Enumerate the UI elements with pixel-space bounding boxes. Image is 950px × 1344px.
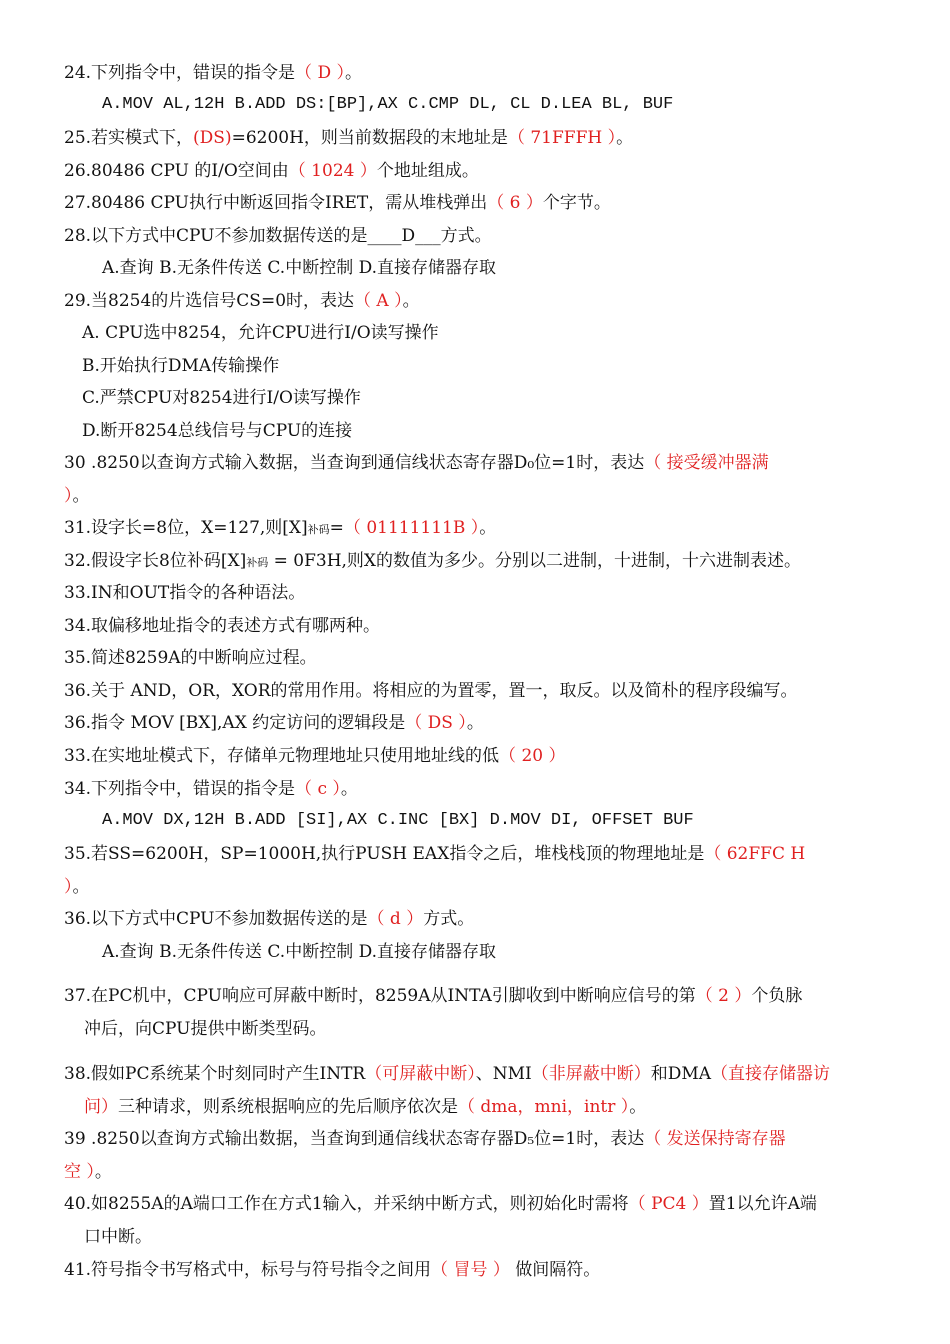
answer-text: （ PC4 ） xyxy=(628,1194,709,1214)
answer-text: （ d ） xyxy=(367,909,424,929)
text-line xyxy=(64,160,479,182)
answer-text: （非屏蔽中断） xyxy=(531,1064,651,1084)
answer-text: （ 2 ） xyxy=(695,986,752,1006)
text-segment: 个字节。 xyxy=(542,193,611,213)
text-segment: A.MOV DX,12H B.ADD [SI],AX C.INC [BX] D.MOV DI, OFFSET BUF xyxy=(102,811,694,830)
text-line xyxy=(64,985,802,1007)
text-line xyxy=(64,745,566,767)
text-line xyxy=(82,387,361,409)
text-segment: 36.关于 AND，OR，XOR的常用作用。将相应的为置零，置一，取反。以及简朴的程序段编写。 xyxy=(64,681,798,701)
text-segment: A.MOV AL,12H B.ADD DS:[BP],AX C.CMP DL, CL D.LEA BL, BUF xyxy=(102,95,674,114)
text-line xyxy=(64,1063,830,1085)
text-line xyxy=(64,1259,600,1281)
text-line xyxy=(84,1096,646,1118)
text-line xyxy=(64,517,496,541)
text-segment: = 0F3H,则X的数值为多少。分别以二进制，十进制，十六进制表述。 xyxy=(268,551,802,571)
answer-text: （直接存储器访 xyxy=(711,1064,831,1084)
text-line xyxy=(64,1128,786,1150)
text-line xyxy=(64,1193,817,1215)
answer-text: ） xyxy=(64,486,73,506)
text-line xyxy=(84,1018,326,1040)
text-line xyxy=(64,192,611,214)
text-segment: 32.假设字长8位补码[X] xyxy=(64,551,247,571)
text-segment: 。 xyxy=(344,63,362,83)
text-segment: 35.简述8259A的中断响应过程。 xyxy=(64,648,317,668)
text-segment: C.严禁CPU对8254进行I/O读写操作 xyxy=(82,388,361,408)
text-line xyxy=(64,712,484,734)
text-segment: A. CPU选中8254，允许CPU进行I/O读写操作 xyxy=(82,323,439,343)
text-segment: 。 xyxy=(629,1097,647,1117)
text-line xyxy=(64,843,805,865)
answer-text: （ c ） xyxy=(295,779,341,799)
text-segment: 。 xyxy=(94,1162,112,1182)
text-segment: 40.如8255A的A端口工作在方式1输入，并采纳中断方式，则初始化时需将 xyxy=(64,1194,629,1214)
text-segment: 24.下列指令中，错误的指令是 xyxy=(64,63,296,83)
text-segment: 。 xyxy=(479,518,497,538)
answer-text: ） xyxy=(64,877,73,897)
answer-text: （ D ） xyxy=(295,63,345,83)
text-segment: A.查询 B.无条件传送 C.中断控制 D.直接存储器存取 xyxy=(102,258,497,278)
answer-text: （可屏蔽中断） xyxy=(365,1064,476,1084)
text-segment: 和DMA xyxy=(650,1064,712,1084)
answer-text: （ A ） xyxy=(354,291,403,311)
text-segment: 34.下列指令中，错误的指令是 xyxy=(64,779,296,799)
answer-text: （ 01111111B ） xyxy=(343,518,480,538)
text-line xyxy=(64,550,801,574)
answer-text: （ 71FFFH ） xyxy=(507,128,617,148)
text-line xyxy=(82,322,439,344)
text-segment: 36.指令 MOV [BX],AX 约定访问的逻辑段是 xyxy=(64,713,406,733)
text-line xyxy=(64,452,769,474)
text-line xyxy=(64,290,420,312)
text-segment: 36.以下方式中CPU不参加数据传送的是 xyxy=(64,909,368,929)
text-segment: 个地址组成。 xyxy=(376,161,479,181)
text-segment: = xyxy=(329,518,344,538)
text-segment: 冲后，向CPU提供中断类型码。 xyxy=(84,1019,327,1039)
text-segment: 28.以下方式中CPU不参加数据传送的是____D___方式。 xyxy=(64,226,492,246)
text-line xyxy=(102,941,496,963)
text-segment: 31.设字长=8位，X=127,则[X] xyxy=(64,518,308,538)
text-line xyxy=(64,615,380,637)
text-segment: 做间隔符。 xyxy=(509,1260,601,1280)
text-line xyxy=(64,647,317,669)
text-segment: 。 xyxy=(72,486,90,506)
answer-text: 空 ） xyxy=(64,1162,95,1182)
answer-text: （ 接受缓冲器满 xyxy=(644,453,769,473)
text-line xyxy=(64,485,90,507)
text-line xyxy=(64,908,474,930)
answer-text: （ 1024 ） xyxy=(288,161,377,181)
text-line xyxy=(84,1226,152,1248)
text-segment: 35.若SS=6200H，SP=1000H,执行PUSH EAX指令之后，堆栈栈顶的物理地址是 xyxy=(64,844,705,864)
text-segment: 30 .8250以查询方式输入数据，当查询到通信线状态寄存器D₀位=1时，表达 xyxy=(64,453,645,473)
text-segment: 。 xyxy=(616,128,634,148)
text-segment: 。 xyxy=(466,713,484,733)
text-segment: D.断开8254总线信号与CPU的连接 xyxy=(82,421,353,441)
text-segment: 25.若实模式下， xyxy=(64,128,194,148)
text-line xyxy=(102,257,496,279)
subscript-text: 补码 xyxy=(246,556,269,569)
text-line xyxy=(64,225,492,247)
text-segment: 、NMI xyxy=(475,1064,532,1084)
text-line xyxy=(64,62,362,84)
text-line xyxy=(64,778,358,800)
text-segment: 27.80486 CPU执行中断返回指令IRET，需从堆栈弹出 xyxy=(64,193,488,213)
text-line xyxy=(64,582,305,604)
text-segment: 26.80486 CPU 的I/O空间由 xyxy=(64,161,289,181)
text-segment: 置1以允许A端 xyxy=(708,1194,817,1214)
text-line xyxy=(102,810,694,832)
text-line xyxy=(64,1161,112,1183)
subscript-text: 补码 xyxy=(307,523,330,536)
text-segment: 33.在实地址模式下，存储单元物理地址只使用地址线的低 xyxy=(64,746,500,766)
text-segment: =6200H，则当前数据段的末地址是 xyxy=(231,128,508,148)
text-segment: 33.IN和OUT指令的各种语法。 xyxy=(64,583,306,603)
answer-text: （ 62FFC H xyxy=(704,844,806,864)
text-segment: 39 .8250以查询方式输出数据，当查询到通信线状态寄存器D₅位=1时，表达 xyxy=(64,1129,645,1149)
text-segment: 个负脉 xyxy=(751,986,803,1006)
text-segment: 口中断。 xyxy=(84,1227,152,1247)
text-line xyxy=(82,355,279,377)
text-segment: 。 xyxy=(340,779,358,799)
answer-text: (DS) xyxy=(193,128,232,148)
text-segment: A.查询 B.无条件传送 C.中断控制 D.直接存储器存取 xyxy=(102,942,497,962)
text-line xyxy=(64,680,798,702)
answer-text: （ DS ） xyxy=(405,713,467,733)
text-line xyxy=(102,94,673,116)
text-line xyxy=(82,420,352,442)
text-segment: 37.在PC机中，CPU响应可屏蔽中断时，8259A从INTA引脚收到中断响应信号的第 xyxy=(64,986,696,1006)
text-line xyxy=(64,876,90,898)
text-segment: 34.取偏移地址指令的表述方式有哪两种。 xyxy=(64,616,381,636)
answer-text: （ 6 ） xyxy=(487,193,543,213)
answer-text: （ 20 ） xyxy=(499,746,566,766)
text-segment: 三种请求，则系统根据响应的先后顺序依次是 xyxy=(118,1097,458,1117)
text-segment: 29.当8254的片选信号CS=0时，表达 xyxy=(64,291,355,311)
answer-text: （ dma，mni，intr ） xyxy=(458,1097,630,1117)
text-segment: 38.假如PC系统某个时刻同时产生INTR xyxy=(64,1064,366,1084)
text-segment: 。 xyxy=(402,291,420,311)
answer-text: 问） xyxy=(84,1097,118,1117)
text-segment: 。 xyxy=(72,877,90,897)
text-segment: B.开始执行DMA传输操作 xyxy=(82,356,280,376)
answer-text: （ 发送保持寄存器 xyxy=(644,1129,786,1149)
text-line xyxy=(64,127,633,149)
text-segment: 方式。 xyxy=(423,909,475,929)
text-segment: 41.符号指令书写格式中，标号与符号指令之间用 xyxy=(64,1260,432,1280)
answer-text: （ 冒号 ） xyxy=(431,1260,510,1280)
